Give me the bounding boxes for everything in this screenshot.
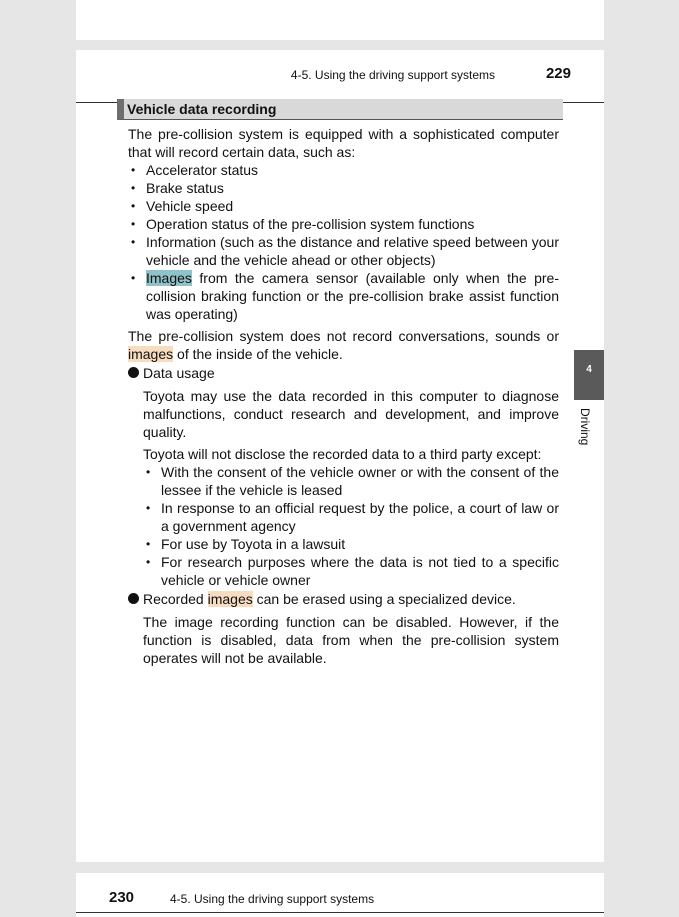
footer-section-title: 4-5. Using the driving support systems xyxy=(170,892,375,906)
list-item-images: • Images from the camera sensor (available only when the pre-collision braking function or the pre-collision brake assist function was operating) xyxy=(131,270,559,322)
highlighted-term[interactable]: Images xyxy=(146,270,192,286)
bullet-dot: • xyxy=(146,555,151,569)
page-229: 4-5. Using the driving support systems 229 Vehicle data recording The pre-collision system is equipped with a sophisticated computer that will record certain data, such as: • Accelerator status • Brake status • Vehicle speed • Operation status of the pre-collision system functions • Information (such as the distance and relative speed between your vehicle and the vehicle ahead or other objects) • Images from the camera sensor (available only when the pre-collision braking function or the pre-collision brake assist function was operating) The pre-collision system does not record conversations, sounds or images of the inside of the vehicle. Data usage Toyota may use the data recorded in this computer to diagnose malfunctions, conduct research and development, and improve quality. Toyota will not disclose the recorded data to a third party except: • With the consent of the vehicle owner or with the consent of the lessee if the vehicle is leased • In response to an official request by the police, a court of law or a government agency • For use by Toyota in a lawsuit • For research purposes where the data is not tied to a specific vehicle or vehicle owner Recorded images can be erased using a specialized device. The image recording function can be disabled. However, if the function is disabled, data from when the pre-collision system operates will not be available. xyxy=(76,50,604,862)
list-item: • With the consent of the vehicle owner or with the consent of the lessee if the vehicle is leased xyxy=(146,464,559,498)
page-230 xyxy=(76,873,604,917)
chapter-label: Driving xyxy=(578,408,592,446)
highlighted-term[interactable]: images xyxy=(207,591,253,607)
previous-page-edge xyxy=(76,0,604,40)
chapter-tab[interactable] xyxy=(574,350,604,400)
bullet-circle-icon xyxy=(128,367,139,378)
section-title-bar xyxy=(117,99,563,120)
bullet-dot: • xyxy=(146,537,151,551)
bullet-dot: • xyxy=(131,271,136,285)
footer-page-number: 230 xyxy=(109,889,135,906)
bullet-dot: • xyxy=(131,199,136,213)
bullet-dot: • xyxy=(131,235,136,249)
bullet-circle-icon xyxy=(128,593,139,604)
image-recording-paragraph: The image recording function can be disabled. However, if the function is disabled, data from when the pre-collision system operates will not be available. xyxy=(143,614,559,666)
bullet-dot: • xyxy=(146,501,151,515)
intro-paragraph: The pre-collision system is equipped with a sophisticated computer that will record certain data, such as: xyxy=(128,126,559,160)
page-header xyxy=(76,64,604,88)
bullet-dot: • xyxy=(131,217,136,231)
bullet-dot: • xyxy=(146,465,151,479)
disclosure-paragraph: Toyota will not disclose the recorded data to a third party except: xyxy=(143,446,542,462)
bullet-dot: • xyxy=(131,181,136,195)
highlighted-term[interactable]: images xyxy=(128,346,174,362)
list-item: • In response to an official request by the police, a court of law or a government agency xyxy=(146,500,559,534)
section-title: Vehicle data recording xyxy=(127,101,277,117)
list-item: • For research purposes where the data is not tied to a specific vehicle or vehicle owner xyxy=(146,554,559,588)
list-item: • Information (such as the distance and relative speed between your vehicle and the vehicle ahead or other objects) xyxy=(131,234,559,268)
bullet-dot: • xyxy=(131,163,136,177)
header-section-title: 4-5. Using the driving support systems xyxy=(290,68,495,82)
footer-divider xyxy=(76,912,604,913)
data-usage-paragraph: Toyota may use the data recorded in this computer to diagnose malfunctions, conduct research and development, and improve quality. xyxy=(143,388,559,440)
header-page-number: 229 xyxy=(545,65,571,82)
chapter-number: 4 xyxy=(586,364,592,375)
no-record-paragraph: The pre-collision system does not record conversations, sounds or images of the inside of the vehicle. xyxy=(128,328,559,362)
